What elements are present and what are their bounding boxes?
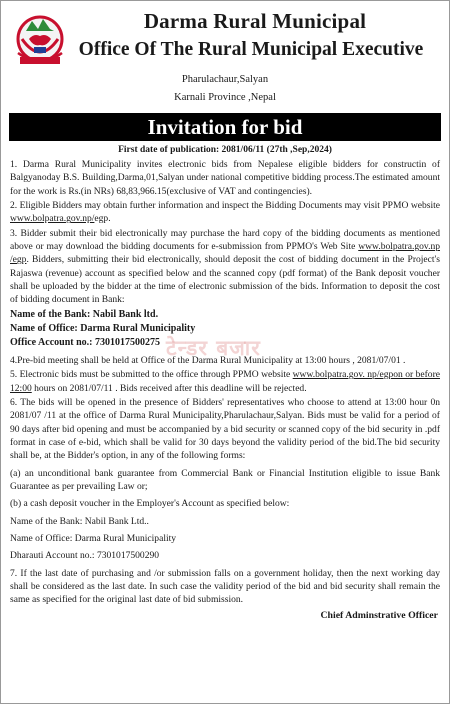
deposit-account: Dharauti Account no.: 7301017500290 bbox=[10, 550, 160, 562]
office-account: Office Account no.: 7301017500275 bbox=[10, 337, 160, 349]
deposit-bank-name: Name of the Bank: Nabil Bank Ltd.. bbox=[10, 515, 149, 527]
paragraph-3-tail: . Bidders, submitting their bid electronically, should deposit the cost of bidding document in the Project's Rajaswa (revenue) account as specified below and the scanned copy (pdf format) of the Bank deposit voucher shall be uploaded by the bidder at the time of electronic submission of the bids. Information to deposit the cost of bidding document in Bank: bbox=[10, 254, 440, 306]
option-b: (b) a cash deposit voucher in the Employer's Account as specified below: bbox=[10, 498, 290, 510]
paragraph-5-text: 5. Electronic bids must be submitted to the office through PPMO website bbox=[10, 369, 293, 381]
paragraph-4: 4.Pre-bid meeting shall be held at Office of the Darma Rural Municipality at 13:00 hours , 2081/07/01 . bbox=[10, 354, 406, 366]
signature: Chief Adminstrative Officer bbox=[320, 609, 438, 621]
bank-name: Name of the Bank: Nabil Bank ltd. bbox=[10, 308, 159, 320]
paragraph-2-text: 2. Eligible Bidders may obtain further information and inspect the Bidding Documents may visit PPMO website bbox=[10, 200, 440, 212]
address-line-2: Karnali Province ,Nepal bbox=[174, 92, 276, 103]
paragraph-3 bbox=[10, 227, 440, 307]
watermark: टेन्डर बजार bbox=[166, 336, 261, 360]
paragraph-1: 1. Darma Rural Municipality invites electronic bids from Nepalese eligible bidders for constructin of Balgyanoday B.S. Building,Darma,01,Salyan under national competitive bidding process.The estimated amount for the work is Rs.(in NRs) 68,83,966.15(exclusive of VAT and contingencies). bbox=[10, 159, 440, 197]
submission-link[interactable]: www.bolpatra.gov. np/egpon or before 12:00 bbox=[10, 369, 440, 394]
header bbox=[10, 7, 440, 111]
paragraph-7: 7. If the last date of purchasing and /or submission falls on a government holiday, then the next working day shall be considered as the last date. In such case the validity period of the bid and bid security shall remain the same as specified for the original last date of bid submission. bbox=[10, 567, 440, 606]
deposit-office-name: Name of Office: Darma Rural Municipality bbox=[10, 532, 177, 544]
paragraph-3-text: 3. Bidder submit their bid electronically may purchase the hard copy of the bidding documents as mentioned above or may download the bidding documents for e-submission from PPMO's Web Site bbox=[10, 227, 440, 253]
bolpatra-link[interactable]: www.bolpatra.gov.np /egp bbox=[10, 241, 440, 266]
municipality-title: Darma Rural Municipal bbox=[143, 9, 367, 33]
ppmo-website-link[interactable]: www.bolpatra.gov.np/ bbox=[10, 213, 95, 225]
paragraph-2-tail: egp. bbox=[94, 213, 111, 225]
publication-date: First date of publication: 2081/06/11 (27th ,Sep,2024) bbox=[118, 145, 332, 155]
option-a: (a) an unconditional bank guarantee from Commercial Bank or Financial Institution eligible to issue Bank Guarantee as per prevailing Law or; bbox=[10, 467, 440, 492]
invitation-banner: Invitation for bid bbox=[9, 113, 441, 141]
address-line-1: Pharulachaur,Salyan bbox=[181, 74, 269, 85]
nepal-emblem-icon bbox=[12, 9, 68, 69]
office-title: Office Of The Rural Municipal Executive bbox=[78, 39, 424, 60]
paragraph-6: 6. The bids will be opened in the presence of Bidders' representatives who choose to attend at 13:00 hour 0n 2081/07 /11 at the office of Darma Rural Municipality,Pharulachaur,Salyan. Bids must be valid for a period of 90 days after bid opening and must be accompanied by a bid security or scanned copy of the bid security in .pdf format in case of e-bid, which shall be valid for 30 days beyond the validity period of the bid.The bid security shall be, at the Bidder's option, in any of the following forms: bbox=[10, 396, 440, 462]
notice-body bbox=[10, 158, 440, 607]
office-name: Name of Office: Darma Rural Municipality bbox=[10, 323, 196, 335]
paragraph-5-tail: hours on 2081/07/11 . Bids received after this deadline will be rejected. bbox=[31, 382, 307, 394]
paragraph-2 bbox=[10, 199, 440, 226]
paragraph-5 bbox=[10, 368, 440, 395]
